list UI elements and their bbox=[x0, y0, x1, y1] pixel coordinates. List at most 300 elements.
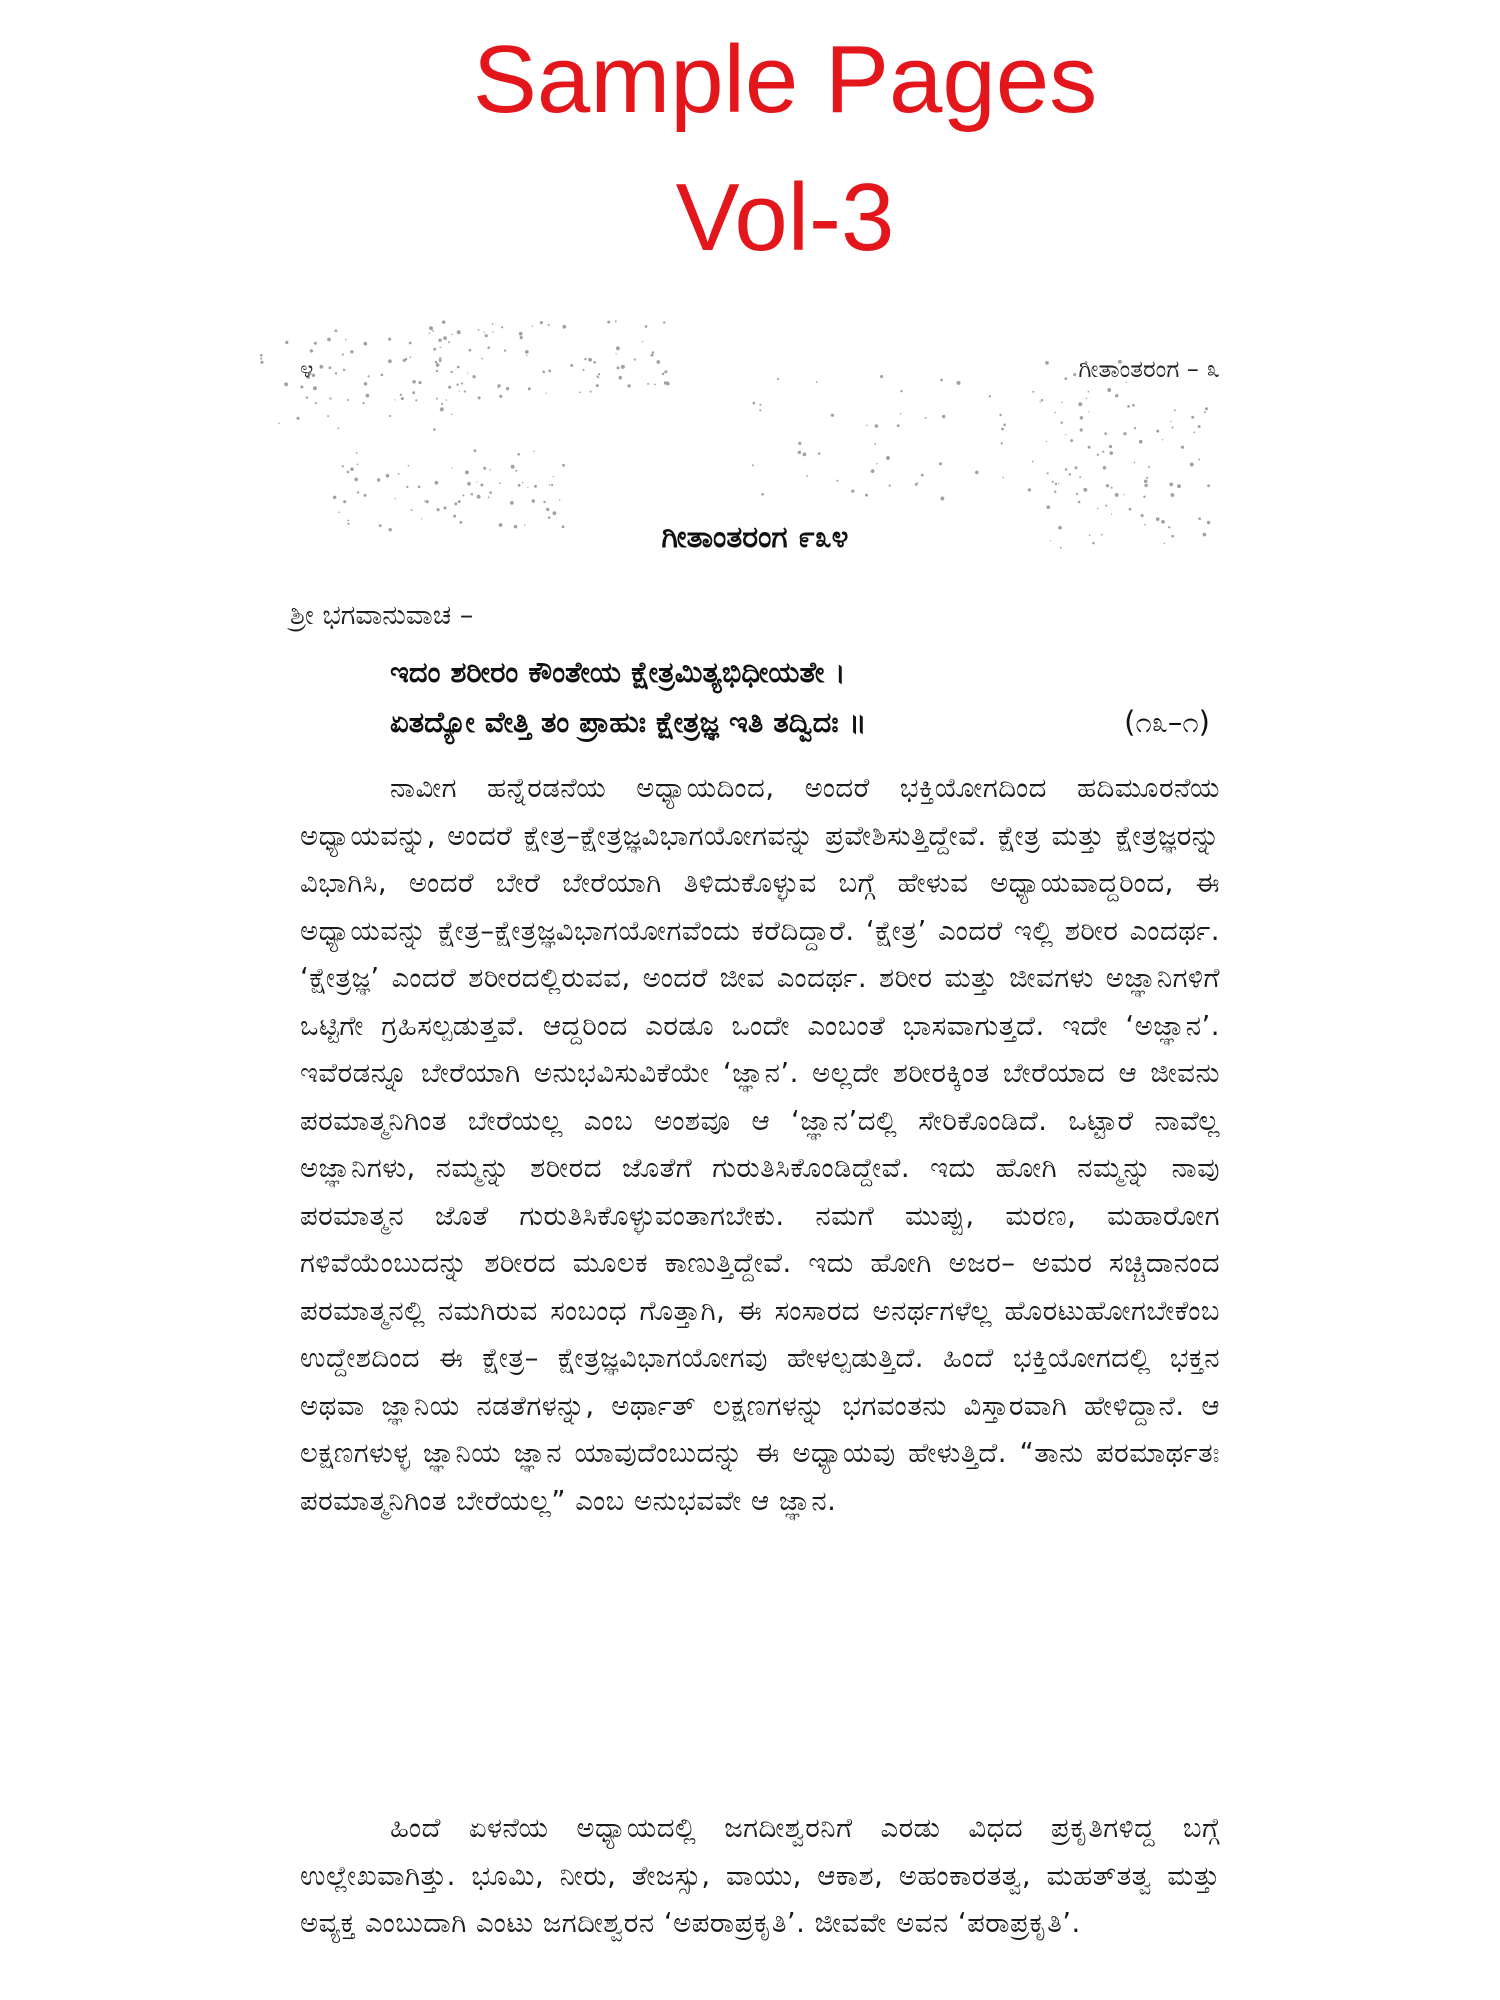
speckle-dot bbox=[367, 375, 369, 377]
speckle-dot bbox=[642, 341, 643, 342]
banner-volume: Vol-3 bbox=[675, 164, 895, 271]
speckle-dot bbox=[1078, 402, 1082, 406]
speckle-dot bbox=[1162, 439, 1163, 440]
speckle-dot bbox=[285, 341, 288, 344]
body-paragraph-1 bbox=[300, 765, 1220, 1525]
speckle-dot bbox=[504, 349, 506, 351]
speckle-dot bbox=[532, 326, 533, 327]
speckle-dot bbox=[652, 351, 655, 354]
speckle-dot bbox=[443, 506, 446, 509]
speckle-dot bbox=[462, 494, 464, 496]
speckle-dot bbox=[619, 376, 623, 380]
speckle-dot bbox=[1076, 493, 1078, 495]
speckle-dot bbox=[467, 372, 468, 373]
speckle-dot bbox=[806, 475, 808, 477]
speckle-dot bbox=[759, 409, 761, 411]
speckle-dot bbox=[818, 452, 821, 455]
speckle-dot bbox=[1047, 472, 1049, 474]
speckle-dot bbox=[534, 485, 537, 488]
speckle-dot bbox=[1109, 445, 1112, 448]
speckle-dot bbox=[506, 387, 509, 390]
speckle-dot bbox=[366, 394, 370, 398]
speckle-dot bbox=[584, 358, 586, 360]
speckle-dot bbox=[1075, 466, 1078, 469]
verse-line-2: ಏತದ್ಯೋ ವೇತ್ತಿ ತಂ ಪ್ರಾಹುಃ ಕ್ಷೇತ್ರಜ್ಞ ಇತಿ ತದ್ವಿದಃ ॥ bbox=[390, 705, 867, 739]
speckle-dot bbox=[1065, 434, 1066, 435]
speckle-dot bbox=[551, 484, 553, 486]
speckle-dot bbox=[1054, 491, 1056, 493]
speckle-dot bbox=[534, 451, 535, 452]
speckle-dot bbox=[1061, 402, 1063, 404]
speckle-dot bbox=[436, 363, 440, 367]
body-paragraph-2 bbox=[300, 1805, 1220, 1948]
speckle-dot bbox=[343, 500, 346, 503]
speckle-dot bbox=[1079, 476, 1081, 478]
speckle-dot bbox=[485, 334, 488, 337]
speckle-dot bbox=[515, 470, 517, 472]
speckle-dot bbox=[761, 493, 764, 496]
banner-title: Sample Pages bbox=[472, 26, 1098, 133]
speckle-dot bbox=[440, 407, 444, 411]
speckle-dot bbox=[1078, 501, 1081, 504]
speckle-dot bbox=[448, 386, 451, 389]
speckle-dot bbox=[398, 473, 400, 475]
speckle-dot bbox=[296, 417, 299, 420]
speckle-dot bbox=[617, 366, 620, 369]
speckle-dot bbox=[519, 332, 523, 336]
speckle-dot bbox=[1144, 480, 1148, 484]
speckle-dot bbox=[1123, 494, 1124, 495]
speckle-dot bbox=[314, 342, 317, 345]
speckle-dot bbox=[345, 339, 347, 341]
speckle-dot bbox=[1080, 428, 1083, 431]
speckle-dot bbox=[615, 353, 616, 354]
speckle-dot bbox=[501, 326, 503, 328]
speckle-dot bbox=[342, 354, 344, 356]
running-header: ಗೀತಾಂತರಂಗ – ೩ bbox=[1078, 355, 1220, 383]
speckle-dot bbox=[1073, 373, 1076, 376]
speckle-dot bbox=[645, 325, 648, 328]
speckle-dot bbox=[1046, 441, 1047, 442]
speckle-dot bbox=[831, 414, 834, 417]
speckle-dot bbox=[520, 336, 523, 339]
speckle-dot bbox=[445, 399, 447, 401]
speckle-dot bbox=[1107, 388, 1111, 392]
speckle-dot bbox=[278, 423, 279, 424]
speckle-dot bbox=[1105, 505, 1107, 507]
speckle-dot bbox=[1054, 412, 1056, 414]
speckle-dot bbox=[1171, 426, 1173, 428]
speckle-dot bbox=[654, 384, 656, 386]
speckle-dot bbox=[546, 393, 547, 394]
speckle-dot bbox=[335, 372, 337, 374]
speckle-dot bbox=[921, 474, 924, 477]
speckle-dot bbox=[562, 464, 565, 467]
speckle-dot bbox=[364, 494, 367, 497]
speckle-dot bbox=[381, 374, 384, 377]
speckle-dot bbox=[876, 463, 877, 464]
speckle-dot bbox=[900, 413, 902, 415]
speckle-dot bbox=[438, 339, 441, 342]
speckle-dot bbox=[1204, 411, 1206, 413]
speckle-dot bbox=[357, 463, 359, 465]
speckle-dot bbox=[433, 428, 436, 431]
scanned-page bbox=[250, 320, 1260, 2000]
speckle-dot bbox=[527, 487, 528, 488]
speckle-dot bbox=[474, 449, 477, 452]
speckle-dot bbox=[1190, 463, 1194, 467]
speckle-dot bbox=[497, 387, 499, 389]
speckle-dot bbox=[1088, 411, 1089, 412]
speckle-dot bbox=[510, 501, 514, 505]
speckle-dot bbox=[1170, 493, 1174, 497]
speckle-dot bbox=[1046, 505, 1050, 509]
speckle-dot bbox=[1141, 514, 1144, 517]
speckle-dot bbox=[865, 494, 868, 497]
speckle-dot bbox=[327, 338, 331, 342]
speckle-dot bbox=[492, 331, 493, 332]
speckle-dot bbox=[443, 336, 447, 340]
speckle-dot bbox=[409, 342, 412, 345]
speckle-dot bbox=[260, 358, 262, 360]
speckle-dot bbox=[940, 497, 944, 501]
paragraph-text: ಹಿಂದೆ ಏಳನೆಯ ಅಧ್ಯಾಯದಲ್ಲಿ ಜಗದೀಶ್ವರನಿಗೆ ಎರಡು ವಿಧದ ಪ್ರಕೃತಿಗಳಿದ್ದ ಬಗ್ಗೆ ಉಲ್ಲೇಖವಾಗಿತ್ತು. ಭೂಮಿ, ನೀರು, ತೇಜಸ್ಸು, ವಾಯು, ಆಕಾಶ, ಅಹಂಕಾರತತ್ವ, ಮಹತ್‌ತತ್ವ ಮತ್ತು ಅವ್ಯಕ್ತ ಎಂಬುದಾಗಿ ಎಂಟು ಜಗದೀಶ್ವರನ ‘ಅಪರಾಪ್ರಕೃತಿ’. ಜೀವವೇ ಅವನ ‘ಪರಾಪ್ರಕೃತಿ’. bbox=[300, 1812, 1220, 1939]
speckle-dot bbox=[889, 485, 891, 487]
speckle-dot bbox=[476, 481, 477, 482]
speckle-dot bbox=[886, 456, 890, 460]
speckle-dot bbox=[871, 469, 875, 473]
speckle-dot bbox=[553, 476, 554, 477]
speckle-dot bbox=[596, 384, 599, 387]
speckle-dot bbox=[337, 427, 339, 429]
speckle-dot bbox=[874, 443, 876, 445]
speckle-dot bbox=[1148, 466, 1150, 468]
speckle-dot bbox=[377, 478, 380, 481]
speckle-dot bbox=[411, 509, 413, 511]
speckle-dot bbox=[483, 467, 486, 470]
speckle-dot bbox=[388, 338, 391, 341]
speckle-dot bbox=[597, 376, 599, 378]
speckle-dot bbox=[405, 358, 408, 361]
speckle-dot bbox=[439, 357, 442, 360]
speckle-dot bbox=[1069, 473, 1071, 475]
speckle-dot bbox=[663, 321, 665, 323]
speckle-dot bbox=[487, 346, 490, 349]
speckle-dot bbox=[798, 451, 801, 454]
speckle-dot bbox=[469, 349, 472, 352]
speckle-dot bbox=[543, 501, 545, 503]
speckle-dot bbox=[1207, 484, 1210, 487]
speckle-dot bbox=[394, 399, 395, 400]
speckle-dot bbox=[499, 395, 502, 398]
speckle-dot bbox=[1032, 391, 1034, 393]
speckle-dot bbox=[451, 468, 452, 469]
speckle-dot bbox=[1103, 466, 1107, 470]
speckle-dot bbox=[627, 384, 630, 387]
speckle-dot bbox=[260, 361, 263, 364]
speckle-dot bbox=[528, 387, 531, 390]
speckle-dot bbox=[1002, 477, 1004, 479]
speckle-dot bbox=[451, 414, 453, 416]
speckle-dot bbox=[457, 366, 460, 369]
speckle-dot bbox=[553, 511, 557, 515]
speckle-dot bbox=[517, 453, 520, 456]
speckle-dot bbox=[457, 330, 461, 334]
speckle-dot bbox=[483, 332, 484, 333]
speckle-dot bbox=[532, 499, 536, 503]
speckle-dot bbox=[461, 382, 463, 384]
speckle-dot bbox=[957, 381, 961, 385]
speckle-dot bbox=[999, 414, 1001, 416]
verse-line-1: ಇದಂ ಶರೀರಂ ಕೌಂತೇಯ ಕ್ಷೇತ್ರಮಿತ್ಯಭಿಧೀಯತೇ । bbox=[390, 655, 846, 689]
speckle-dot bbox=[851, 489, 854, 492]
speckle-dot bbox=[570, 364, 573, 367]
speckle-dot bbox=[1156, 430, 1159, 433]
speckle-dot bbox=[1097, 508, 1098, 509]
speckle-dot bbox=[662, 373, 665, 376]
speckle-dot bbox=[752, 464, 754, 466]
speckle-dot bbox=[1174, 409, 1176, 411]
speckle-dot bbox=[579, 392, 581, 394]
speckle-dot bbox=[540, 321, 543, 324]
speckle-dot bbox=[1198, 459, 1200, 461]
speckle-dot bbox=[1083, 488, 1087, 492]
speckle-dot bbox=[481, 358, 483, 360]
speckle-dot bbox=[607, 320, 610, 323]
speckle-dot bbox=[1198, 425, 1201, 428]
speckle-dot bbox=[651, 354, 654, 357]
speckle-dot bbox=[363, 342, 367, 346]
speckle-dot bbox=[664, 370, 667, 373]
speckle-dot bbox=[458, 500, 461, 503]
speckle-dot bbox=[406, 486, 408, 488]
speckle-dot bbox=[389, 415, 391, 417]
speckle-dot bbox=[1052, 481, 1054, 483]
speckle-dot bbox=[836, 480, 838, 482]
page-number: ೪ bbox=[300, 355, 314, 383]
speckle-dot bbox=[1058, 483, 1059, 484]
speckle-dot bbox=[866, 425, 868, 427]
speckle-dot bbox=[401, 397, 404, 400]
speckle-dot bbox=[436, 398, 438, 400]
speckle-dot bbox=[647, 383, 649, 385]
speckle-dot bbox=[338, 511, 340, 513]
speckle-dot bbox=[1109, 451, 1113, 455]
speckle-dot bbox=[1191, 416, 1194, 419]
speckle-dot bbox=[1039, 401, 1040, 402]
speckle-dot bbox=[313, 386, 317, 390]
speckle-dot bbox=[350, 467, 354, 471]
speckle-dot bbox=[548, 370, 551, 373]
speckle-dot bbox=[448, 341, 450, 343]
speckle-dot bbox=[590, 391, 592, 393]
speckle-dot bbox=[1177, 484, 1181, 488]
speckle-dot bbox=[1123, 432, 1126, 435]
speckle-dot bbox=[492, 323, 494, 325]
speckle-dot bbox=[1102, 451, 1104, 453]
speckle-dot bbox=[418, 486, 421, 489]
speckle-dot bbox=[342, 465, 344, 467]
speckle-dot bbox=[306, 396, 308, 398]
speckle-dot bbox=[875, 424, 878, 427]
speckle-dot bbox=[418, 381, 421, 384]
speckle-dot bbox=[1129, 508, 1132, 511]
speckle-dot bbox=[386, 474, 390, 478]
speckle-dot bbox=[347, 471, 350, 474]
speckle-dot bbox=[464, 390, 466, 392]
speckle-dot bbox=[582, 369, 584, 371]
speckle-dot bbox=[1045, 361, 1049, 365]
speckle-dot bbox=[777, 378, 779, 380]
speckle-dot bbox=[598, 373, 600, 375]
speckle-dot bbox=[408, 465, 410, 467]
speckle-dot bbox=[424, 500, 425, 501]
speckle-dot bbox=[471, 493, 474, 496]
speckle-dot bbox=[616, 346, 620, 350]
speckle-dot bbox=[1041, 399, 1044, 402]
speckle-dot bbox=[465, 470, 469, 474]
speckle-dot bbox=[816, 381, 818, 383]
speckle-dot bbox=[327, 415, 329, 417]
speckle-dot bbox=[410, 356, 412, 358]
speckle-dot bbox=[1181, 446, 1184, 449]
speckle-dot bbox=[1111, 487, 1113, 489]
chapter-title: ಗೀತಾಂತರಂಗ ೯೩೪ bbox=[661, 520, 849, 555]
speckle-dot bbox=[1127, 405, 1130, 408]
speckle-dot bbox=[388, 359, 392, 363]
speckle-dot bbox=[1097, 454, 1099, 456]
speckle-dot bbox=[925, 417, 927, 419]
speckle-dot bbox=[329, 366, 332, 369]
speckle-dot bbox=[989, 395, 991, 397]
speckle-dot bbox=[350, 350, 353, 353]
speckle-dot bbox=[330, 397, 332, 399]
speckle-dot bbox=[347, 399, 349, 401]
speckle-dot bbox=[489, 491, 492, 494]
speckle-dot bbox=[451, 334, 453, 336]
speckle-dot bbox=[499, 482, 501, 484]
speckle-dot bbox=[453, 515, 456, 518]
speckle-dot bbox=[284, 382, 288, 386]
speckle-dot bbox=[588, 358, 592, 362]
speckle-dot bbox=[656, 360, 660, 364]
speckle-dot bbox=[900, 390, 902, 392]
speckle-dot bbox=[436, 370, 438, 372]
speckle-dot bbox=[1134, 462, 1136, 464]
speckle-dot bbox=[478, 329, 480, 331]
speckle-dot bbox=[1028, 488, 1031, 491]
speckle-dot bbox=[450, 371, 452, 373]
speckle-dot bbox=[467, 482, 471, 486]
speckle-dot bbox=[940, 379, 943, 382]
speckle-dot bbox=[300, 385, 303, 388]
speckle-dot bbox=[593, 361, 596, 364]
speckle-dot bbox=[435, 361, 438, 364]
speckle-dot bbox=[621, 365, 625, 369]
speckle-dot bbox=[333, 496, 336, 499]
speckle-dot bbox=[548, 324, 550, 326]
speckle-dot bbox=[915, 483, 918, 486]
speckle-dot bbox=[356, 452, 358, 454]
verse-reference: (೧೩–೧) bbox=[1124, 705, 1210, 739]
speckle-dot bbox=[1106, 484, 1109, 487]
speckle-dot bbox=[1064, 377, 1067, 380]
speckle-dot bbox=[362, 402, 364, 404]
speckle-dot bbox=[1104, 432, 1107, 435]
speckle-dot bbox=[803, 453, 807, 457]
speckle-dot bbox=[425, 500, 428, 503]
speckle-dot bbox=[489, 469, 491, 471]
speckle-dot bbox=[480, 483, 483, 486]
speckle-dot bbox=[400, 394, 402, 396]
speckle-dot bbox=[1134, 427, 1136, 429]
speckle-dot bbox=[395, 498, 396, 499]
speckle-dot bbox=[433, 348, 436, 351]
speckle-dot bbox=[1132, 404, 1135, 407]
speckle-dot bbox=[546, 508, 549, 511]
speckle-dot bbox=[1205, 407, 1208, 410]
speckle-dot bbox=[478, 396, 481, 399]
speckle-dot bbox=[1055, 483, 1057, 485]
speckle-dot bbox=[412, 380, 416, 384]
speckle-dot bbox=[1086, 398, 1087, 399]
speckle-dot bbox=[260, 354, 263, 357]
speckle-dot bbox=[1143, 496, 1145, 498]
speckle-dot bbox=[1003, 424, 1006, 427]
speckle-dot bbox=[1080, 416, 1083, 419]
speckle-dot bbox=[432, 330, 434, 332]
speckle-dot bbox=[364, 382, 368, 386]
speckle-dot bbox=[488, 497, 490, 499]
speckle-dot bbox=[439, 346, 441, 348]
paragraph-text: ನಾವೀಗ ಹನ್ನೆರಡನೆಯ ಅಧ್ಯಾಯದಿಂದ, ಅಂದರೆ ಭಕ್ತಿಯೋಗದಿಂದ ಹದಿಮೂರನೆಯ ಅಧ್ಯಾಯವನ್ನು, ಅಂದರೆ ಕ್ಷೇತ್ರ–ಕ್ಷೇತ್ರಜ್ಞವಿಭಾಗಯೋಗವನ್ನು ಪ್ರವೇಶಿಸುತ್ತಿದ್ದೇವೆ. ಕ್ಷೇತ್ರ ಮತ್ತು ಕ್ಷೇತ್ರಜ್ಞರನ್ನು ವಿಭಾಗಿಸಿ, ಅಂದರೆ ಬೇರೆ ಬೇರೆಯಾಗಿ ತಿಳಿದುಕೊಳ್ಳುವ ಬಗ್ಗೆ ಹೇಳುವ ಅಧ್ಯಾಯವಾದ್ದರಿಂದ, ಈ ಅಧ್ಯಾಯವನ್ನು ಕ್ಷೇತ್ರ–ಕ್ಷೇತ್ರಜ್ಞವಿಭಾಗಯೋಗವೆಂದು ಕರೆದಿದ್ದಾರೆ. ‘ಕ್ಷೇತ್ರ’ ಎಂದರೆ ಇಲ್ಲಿ ಶರೀರ ಎಂದರ್ಥ. ‘ಕ್ಷೇತ್ರಜ್ಞ’ ಎಂದರೆ ಶರೀರದಲ್ಲಿರುವವ, ಅಂದರೆ ಜೀವ ಎಂದರ್ಥ. ಶರೀರ ಮತ್ತು ಜೀವಗಳು ಅಜ್ಞಾನಿಗಳಿಗೆ ಒಟ್ಟಿಗೇ ಗ್ರಹಿಸಲ್ಪಡುತ್ತವೆ. ಆದ್ದರಿಂದ ಎರಡೂ ಒಂದೇ ಎಂಬಂತೆ ಭಾಸವಾಗುತ್ತದೆ. ಇದೇ ‘ಅಜ್ಞಾನ’. ಇವೆರಡನ್ನೂ ಬೇರೆಯಾಗಿ ಅನುಭವಿಸುವಿಕೆಯೇ ‘ಜ್ಞಾನ’. ಅಲ್ಲದೇ ಶರೀರಕ್ಕಿಂತ ಬೇರೆಯಾದ ಆ ಜೀವನು ಪರಮಾತ್ಮನಿಗಿಂತ ಬೇರೆಯಲ್ಲ ಎಂಬ ಅಂಶವೂ ಆ ‘ಜ್ಞಾನ’ದಲ್ಲಿ ಸೇರಿಕೊಂಡಿದೆ. ಒಟ್ಟಾರೆ ನಾವೆಲ್ಲ ಅಜ್ಞಾನಿಗಳು, ನಮ್ಮನ್ನು ಶರೀರದ ಜೊತೆಗೆ ಗುರುತಿಸಿಕೊಂಡಿದ್ದೇವೆ. ಇದು ಹೋಗಿ ನಮ್ಮನ್ನು ನಾವು ಪರಮಾತ್ಮನ ಜೊತೆ ಗುರುತಿಸಿಕೊಳ್ಳುವಂತಾಗಬೇಕು. ನಮಗೆ ಮುಪ್ಪು, ಮರಣ, ಮಹಾರೋಗ ಗಳಿವೆಯೆಂಬುದನ್ನು ಶರೀರದ ಮೂಲಕ ಕಾಣುತ್ತಿದ್ದೇವೆ. ಇದು ಹೋಗಿ ಅಜರ– ಅಮರ ಸಚ್ಚಿದಾನಂದ ಪರಮಾತ್ಮನಲ್ಲಿ ನಮಗಿರುವ ಸಂಬಂಧ ಗೊತ್ತಾಗಿ, ಈ ಸಂಸಾರದ ಅನರ್ಥಗಳೆಲ್ಲ ಹೊರಟುಹೋಗಬೇಕೆಂಬ ಉದ್ದೇಶದಿಂದ ಈ ಕ್ಷೇತ್ರ– ಕ್ಷೇತ್ರಜ್ಞವಿಭಾಗಯೋಗವು ಹೇಳಲ್ಪಡುತ್ತಿದೆ. ಹಿಂದೆ ಭಕ್ತಿಯೋಗದಲ್ಲಿ ಭಕ್ತನ ಅಥವಾ ಜ್ಞಾನಿಯ ನಡತೆಗಳನ್ನು, ಅರ್ಥಾತ್ ಲಕ್ಷಣಗಳನ್ನು ಭಗವಂತನು ವಿಸ್ತಾರವಾಗಿ ಹೇಳಿದ್ದಾನೆ. ಆ ಲಕ್ಷಣಗಳುಳ್ಳ ಜ್ಞಾನಿಯ ಜ್ಞಾನ ಯಾವುದೆಂಬುದನ್ನು ಈ ಅಧ್ಯಾಯವು ಹೇಳುತ್ತಿದೆ. “ತಾನು ಪರಮಾರ್ಥತಃ ಪರಮಾತ್ಮನಿಗಿಂತ ಬೇರೆಯಲ್ಲ” ಎಂಬ ಅನುಭವವೇ ಆ ಜ್ಞಾನ. bbox=[300, 772, 1220, 1517]
speckle-dot bbox=[357, 491, 359, 493]
speckle-dot bbox=[753, 402, 756, 405]
speckle-dot bbox=[429, 332, 431, 334]
speckle-dot bbox=[511, 465, 515, 469]
speckle-dot bbox=[1115, 394, 1118, 397]
speckle-dot bbox=[1146, 477, 1148, 479]
speckle-dot bbox=[525, 350, 529, 354]
speckle-dot bbox=[412, 391, 415, 394]
speckle-dot bbox=[310, 349, 313, 352]
speckle-dot bbox=[1001, 428, 1004, 431]
speckle-dot bbox=[562, 325, 566, 329]
speckle-dot bbox=[1144, 484, 1147, 487]
speckle-dot bbox=[759, 404, 761, 406]
speckle-dot bbox=[1070, 439, 1073, 442]
speaker-line: ಶ್ರೀ ಭಗವಾನುವಾಚ – bbox=[290, 600, 474, 631]
speckle-dot bbox=[477, 495, 481, 499]
speckle-dot bbox=[634, 359, 636, 361]
speckle-dot bbox=[1032, 461, 1034, 463]
speckle-dot bbox=[548, 516, 551, 519]
speckle-dot bbox=[1193, 432, 1195, 434]
speckle-dot bbox=[1060, 421, 1062, 423]
speckle-dot bbox=[472, 375, 475, 378]
speckle-dot bbox=[880, 375, 883, 378]
speckle-dot bbox=[1001, 442, 1003, 444]
speckle-dot bbox=[1139, 440, 1143, 444]
speckle-dot bbox=[437, 508, 440, 511]
speckle-dot bbox=[441, 403, 443, 405]
speckle-dot bbox=[526, 355, 527, 356]
speckle-dot bbox=[559, 499, 560, 500]
speckle-dot bbox=[415, 399, 417, 401]
speckle-dot bbox=[435, 481, 439, 485]
speckle-dot bbox=[798, 442, 801, 445]
speckle-dot bbox=[1115, 493, 1119, 497]
